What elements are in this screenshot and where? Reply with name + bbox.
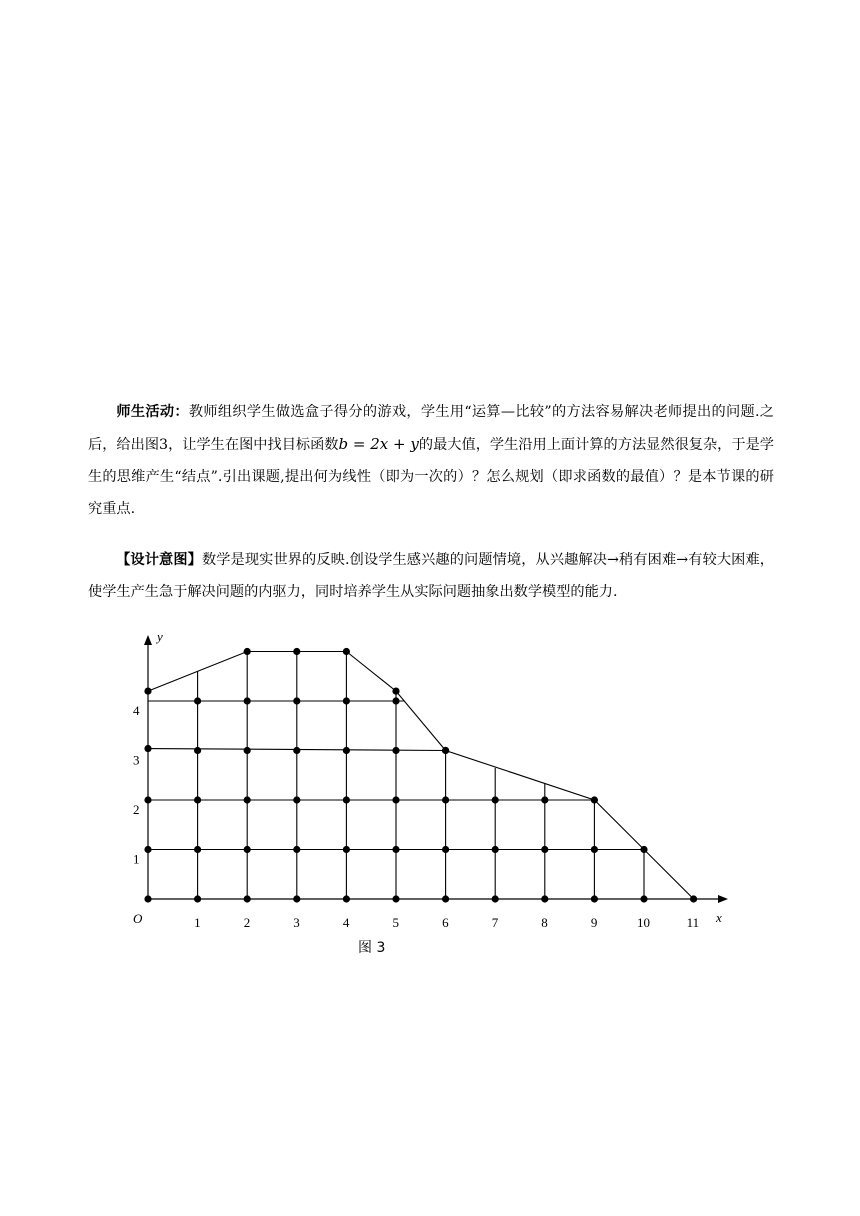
lattice-point: [392, 846, 399, 853]
y-tick-label: 1: [133, 851, 140, 867]
lattice-point: [541, 895, 548, 902]
lattice-point: [293, 846, 300, 853]
lattice-points: [144, 648, 697, 903]
x-tick-label: 9: [590, 915, 598, 930]
lattice-point: [492, 846, 499, 853]
x-tick-label: 3: [293, 915, 300, 930]
lattice-point: [293, 697, 300, 704]
lattice-point: [442, 796, 449, 803]
boundary-polyline: [148, 652, 694, 900]
lattice-point: [442, 747, 449, 754]
lattice-point: [144, 688, 151, 695]
x-tick-label: 7: [491, 915, 499, 930]
objective-formula: b = 2x + y: [338, 435, 419, 453]
lattice-point: [244, 846, 251, 853]
lattice-point: [392, 895, 399, 902]
lattice-point: [492, 796, 499, 803]
lattice-point: [343, 895, 350, 902]
grid-lines: [148, 652, 644, 900]
lattice-point: [541, 796, 548, 803]
lattice-point: [244, 747, 251, 754]
x-tick-label: 1: [194, 915, 201, 930]
lattice-point: [244, 697, 251, 704]
lattice-point: [194, 846, 201, 853]
lattice-point: [442, 846, 449, 853]
axis-labels: [133, 629, 722, 930]
lattice-point: [392, 747, 399, 754]
axes: [144, 635, 728, 903]
lattice-point: [293, 796, 300, 803]
y-tick-label: 2: [133, 802, 140, 817]
x-axis-arrow-icon: [718, 895, 728, 903]
lattice-point: [343, 648, 350, 655]
lattice-point: [392, 697, 399, 704]
lattice-point: [591, 796, 598, 803]
lattice-point: [244, 796, 251, 803]
paragraph-text: 数学是现实世界的反映.创设学生感兴趣的问题情境，从兴趣解决→稍有困难→有较大困难，使学生产生急于解决问题的内驱力，同时培养学生从实际问题抽象出数学模型的能力.: [88, 552, 774, 600]
paragraph-lead: 师生活动：: [116, 404, 189, 420]
lattice-point: [244, 895, 251, 902]
x-tick-label: 4: [342, 915, 350, 930]
paragraph-text: 教师组织学生做选盒子得分的游戏，学生用“运算—比较”的方法容易解决老师提出的问题.之后，给出图3，让学生在图中找目标函数: [88, 404, 774, 453]
paragraph-teacher-student-activity: [88, 396, 774, 525]
lattice-point: [343, 747, 350, 754]
origin-label: O: [133, 911, 143, 926]
x-tick-label: 6: [442, 915, 449, 930]
lattice-point: [442, 895, 449, 902]
lattice-point: [640, 895, 647, 902]
grid-horizontal-line: [148, 749, 446, 751]
lattice-point: [144, 895, 151, 902]
lattice-point: [591, 846, 598, 853]
lattice-point: [194, 747, 201, 754]
lattice-point: [144, 745, 151, 752]
lattice-point: [640, 846, 647, 853]
lattice-point: [343, 697, 350, 704]
lattice-point: [194, 697, 201, 704]
y-tick-label: 3: [133, 752, 140, 768]
y-tick-label: 4: [133, 703, 140, 718]
lattice-point: [293, 648, 300, 655]
lattice-point: [343, 796, 350, 803]
lattice-point: [392, 796, 399, 803]
x-axis-label: x: [716, 910, 722, 925]
x-tick-label: 11: [686, 915, 700, 930]
x-tick-label: 10: [637, 915, 650, 930]
x-tick-label: 8: [541, 915, 548, 930]
lattice-point: [541, 846, 548, 853]
lattice-point: [194, 796, 201, 803]
paragraph-text: 的最大值，学生沿用上面计算的方法显然很复杂，于是学生的思维产生“结点”.引出课题,提出何为线性（即为一次的）？怎么规划（即求函数的最值）？是本节课的研究重点.: [88, 437, 774, 517]
lattice-point: [144, 846, 151, 853]
x-tick-label: 5: [392, 915, 399, 930]
lattice-point: [194, 895, 201, 902]
lattice-point: [144, 796, 151, 803]
x-tick-label: 2: [243, 915, 251, 930]
lattice-point: [293, 747, 300, 754]
lattice-point: [343, 846, 350, 853]
y-axis-arrow-icon: [144, 635, 152, 645]
lattice-point: [492, 895, 499, 902]
lattice-point: [392, 688, 399, 695]
lattice-point: [690, 895, 697, 902]
figure-caption: 图 3: [358, 940, 386, 956]
lattice-point: [591, 895, 598, 902]
paragraph-lead: 【设计意图】: [116, 552, 202, 568]
y-axis-label: y: [157, 629, 163, 644]
lattice-point: [442, 747, 449, 754]
lattice-point: [293, 895, 300, 902]
paragraph-design-intent: [88, 544, 774, 608]
region-boundary: [148, 652, 694, 900]
lattice-point: [244, 648, 251, 655]
